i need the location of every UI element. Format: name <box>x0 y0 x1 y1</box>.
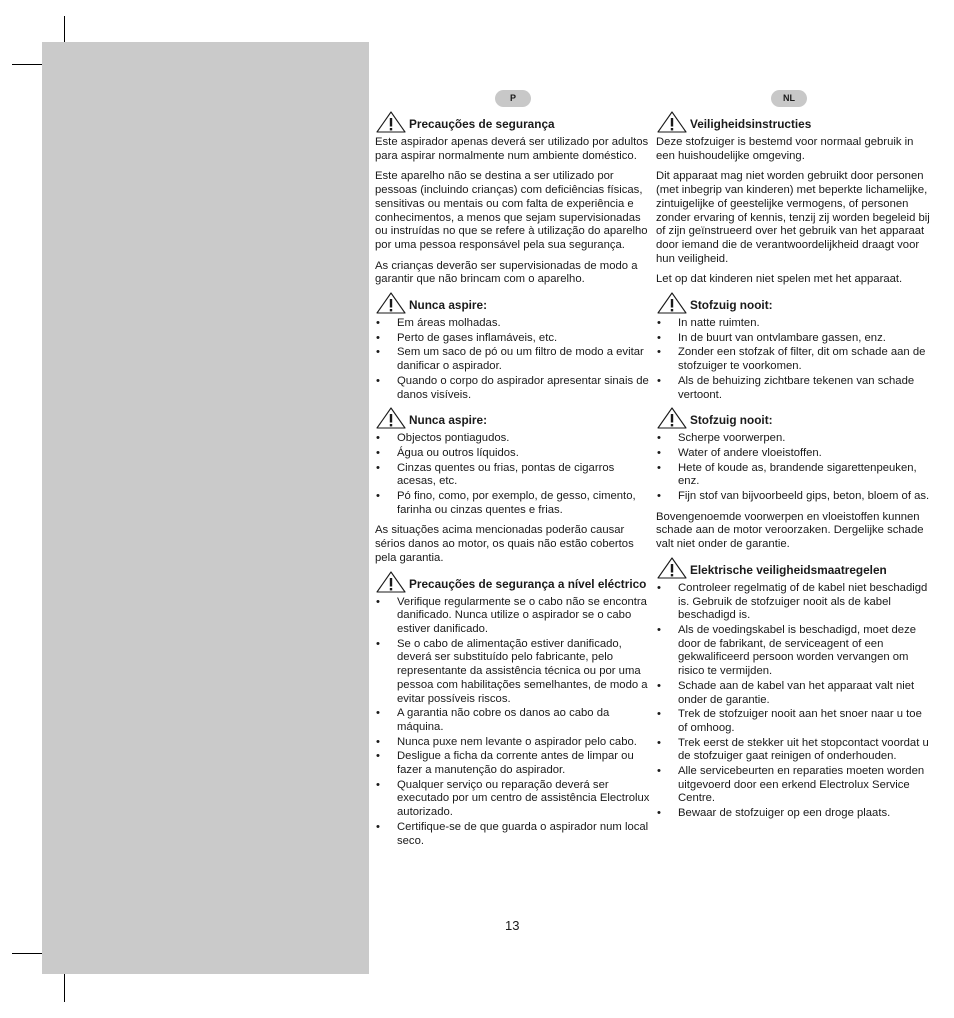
list-item: • Als de behuizing zichtbare tekenen van schade vertoont. <box>656 375 932 402</box>
warning-triangle-icon <box>656 556 688 580</box>
bullet-list <box>656 582 932 821</box>
list-item: • Qualquer serviço ou reparação deverá ser executado por um centro de assistência Electrolux autorizado. <box>375 779 653 820</box>
paragraph: Let op dat kinderen niet spelen met het apparaat. <box>656 273 903 286</box>
section-heading-text: Nunca aspire: <box>409 413 488 428</box>
section-heading <box>656 559 932 580</box>
warning-triangle-icon <box>656 291 688 315</box>
section-heading <box>656 409 932 430</box>
column-body <box>656 90 932 821</box>
list-item: • In natte ruimten. <box>656 317 932 331</box>
list-item: • Als de voedingskabel is beschadigd, moet deze door de fabrikant, de serviceagent of een gekwalificeerd persoon worden vervangen om risico te vermijden. <box>656 624 932 679</box>
warning-triangle-icon <box>375 406 407 430</box>
paragraph: As crianças deverão ser supervisionadas de modo a garantir que não brincam com o aparelho. <box>375 259 638 286</box>
paragraph: As situações acima mencionadas poderão causar sérios danos ao motor, os quais não estão cobertos pela garantia. <box>375 524 634 564</box>
page-number: 13 <box>505 918 520 933</box>
list-item: • Verifique regularmente se o cabo não se encontra danificado. Nunca utilize o aspirador se o cabo estiver danificado. <box>375 596 653 637</box>
section-heading-text: Veiligheidsinstructies <box>690 117 812 131</box>
section-heading <box>375 294 653 315</box>
list-item: • Fijn stof van bijvoorbeeld gips, beton, bloem of as. <box>656 490 932 504</box>
list-item: • Desligue a ficha da corrente antes de limpar ou fazer a manutenção do aspirador. <box>375 750 653 777</box>
bullet-list <box>375 432 653 517</box>
list-item: • A garantia não cobre os danos ao cabo da máquina. <box>375 707 653 734</box>
gray-side-panel <box>42 42 369 974</box>
list-item: • Certifique-se de que guarda o aspirador num local seco. <box>375 821 653 848</box>
section-heading-text: Elektrische veiligheidsmaatregelen <box>690 562 887 577</box>
warning-triangle-icon <box>375 570 407 594</box>
bullet-list <box>375 596 653 849</box>
section-heading <box>656 113 932 134</box>
section-heading <box>375 113 653 134</box>
column-portuguese <box>375 90 653 855</box>
warning-triangle-icon <box>656 110 688 134</box>
list-item: • Objectos pontiagudos. <box>375 432 653 446</box>
column-body <box>375 90 653 848</box>
section-heading <box>375 573 653 594</box>
list-item: • Bewaar de stofzuiger op een droge plaats. <box>656 807 932 821</box>
warning-triangle-icon <box>375 110 407 134</box>
section-heading-text: Stofzuig nooit: <box>690 298 773 313</box>
section-heading-text: Stofzuig nooit: <box>690 413 773 428</box>
list-item: • Controleer regelmatig of de kabel niet beschadigd is. Gebruik de stofzuiger nooit als de kabel beschadigd is. <box>656 582 932 623</box>
list-item: • Trek eerst de stekker uit het stopcontact voordat u de stofzuiger gaat reinigen of onderhouden. <box>656 737 932 764</box>
list-item: • Se o cabo de alimentação estiver danificado, deverá ser substituído pelo fabricante, pelo representante da assistência técnica ou por uma pessoa com habilitações semelhantes, de modo a evitar possíveis riscos. <box>375 638 653 707</box>
language-badge: P <box>495 90 531 107</box>
list-item: • Perto de gases inflamáveis, etc. <box>375 332 653 346</box>
warning-triangle-icon <box>656 406 688 430</box>
list-item: • In de buurt van ontvlambare gassen, enz. <box>656 332 932 346</box>
bullet-list <box>656 317 932 402</box>
paragraph: Bovengenoemde voorwerpen en vloeistoffen kunnen schade aan de motor veroorzaken. Dergelijke schade valt niet onder de garantie. <box>656 510 924 551</box>
list-item: • Zonder een stofzak of filter, dit om schade aan de stofzuiger te voorkomen. <box>656 346 932 373</box>
list-item: • Hete of koude as, brandende sigarettenpeuken, enz. <box>656 462 932 489</box>
list-item: • Cinzas quentes ou frias, pontas de cigarros acesas, etc. <box>375 462 653 489</box>
section-heading-text: Precauções de segurança a nível eléctrico <box>409 576 647 591</box>
list-item: • Schade aan de kabel van het apparaat valt niet onder de garantie. <box>656 680 932 707</box>
bullet-list <box>656 432 932 504</box>
language-badge: NL <box>771 90 807 107</box>
list-item: • Scherpe voorwerpen. <box>656 432 932 446</box>
list-item: • Água ou outros líquidos. <box>375 447 653 461</box>
bullet-list <box>375 317 653 402</box>
section-heading-text: Nunca aspire: <box>409 298 488 313</box>
paragraph: Dit apparaat mag niet worden gebruikt door personen (met inbegrip van kinderen) met beperkte lichamelijke, zintuigelijke of geestelijke vermogens, of personen zonder ervaring of kennis, tenzij zij worden begeleid bij of zijn geïnstrueerd over het gebruik van het apparaat door iemand die de verantwoordelijkheid draagt voor hun veiligheid. <box>656 170 930 265</box>
list-item: • Water of andere vloeistoffen. <box>656 447 932 461</box>
paragraph: Este aparelho não se destina a ser utilizado por pessoas (incluindo crianças) com deficiências físicas, sensitivas ou mentais ou com falta de experiência e conhecimentos, a menos que sejam supervisionadas ou instruídas no que se refere à utilização do aparelho por uma pessoa responsável pela sua segurança. <box>375 170 648 251</box>
section-heading <box>375 409 653 430</box>
section-heading-text: Precauções de segurança <box>409 117 555 131</box>
list-item: • Sem um saco de pó ou um filtro de modo a evitar danificar o aspirador. <box>375 346 653 373</box>
list-item: • Pó fino, como, por exemplo, de gesso, cimento, farinha ou cinzas quentes e frias. <box>375 490 653 517</box>
list-item: • Alle servicebeurten en reparaties moeten worden uitgevoerd door een erkend Electrolux Service Centre. <box>656 765 932 806</box>
list-item: • Em áreas molhadas. <box>375 317 653 331</box>
list-item: • Trek de stofzuiger nooit aan het snoer naar u toe of omhoog. <box>656 708 932 735</box>
list-item: • Nunca puxe nem levante o aspirador pelo cabo. <box>375 736 653 750</box>
list-item: • Quando o corpo do aspirador apresentar sinais de danos visíveis. <box>375 375 653 402</box>
paragraph: Deze stofzuiger is bestemd voor normaal gebruik in een huishoudelijke omgeving. <box>656 136 914 162</box>
column-dutch <box>656 90 932 828</box>
section-heading <box>656 294 932 315</box>
paragraph: Este aspirador apenas deverá ser utilizado por adultos para aspirar normalmente num ambiente doméstico. <box>375 136 649 162</box>
warning-triangle-icon <box>375 291 407 315</box>
